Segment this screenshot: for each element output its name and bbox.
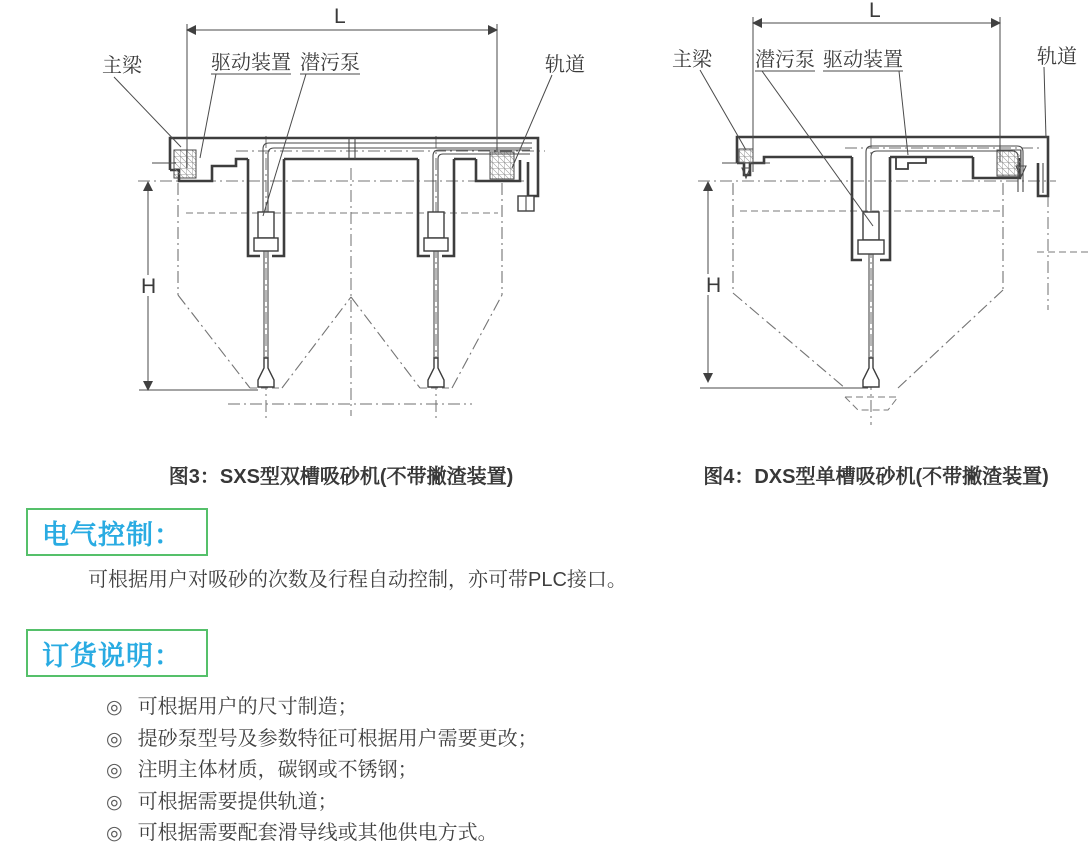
bullseye-bullet-icon: ◎ bbox=[106, 823, 123, 844]
order-instructions-heading-box bbox=[26, 629, 208, 677]
fig3-dim-H-label: H bbox=[141, 275, 157, 298]
fig4-label-rail: 轨道 bbox=[1037, 46, 1077, 68]
fig4-dim-L-label: L bbox=[869, 0, 881, 22]
figure3-drawing bbox=[102, 5, 585, 420]
fig3-nozzle-left bbox=[258, 358, 274, 387]
fig4-dim-H-label: H bbox=[706, 274, 722, 297]
list-item: ◎ 可根据需要配套滑导线或其他供电方式。 bbox=[106, 822, 498, 844]
list-item: ◎ 可根据用户的尺寸制造； bbox=[106, 696, 358, 718]
bullseye-bullet-icon: ◎ bbox=[106, 760, 123, 781]
fig4-labels bbox=[672, 45, 1077, 226]
fig3-nozzle-right bbox=[428, 358, 444, 387]
fig4-dimension-H bbox=[700, 182, 868, 388]
fig4-nozzle bbox=[863, 358, 879, 387]
list-item: ◎ 提砂泵型号及参数特征可根据用户需要更改； bbox=[106, 727, 538, 750]
bullseye-bullet-icon: ◎ bbox=[106, 791, 123, 813]
fig4-left-wheel bbox=[739, 149, 753, 163]
fig3-tank-outline bbox=[138, 181, 528, 404]
fig4-label-pump: 潜污泵 bbox=[755, 49, 815, 71]
order-instructions-list bbox=[106, 690, 538, 848]
fig3-label-rail: 轨道 bbox=[545, 54, 585, 76]
fig4-drive-bracket bbox=[896, 157, 926, 169]
bullseye-bullet-icon: ◎ bbox=[106, 728, 123, 750]
order-instructions-heading: 订货说明： bbox=[42, 640, 182, 671]
fig3-dim-L-label: L bbox=[334, 5, 346, 28]
fig3-label-drive: 驱动装置 bbox=[211, 52, 291, 74]
fig4-tank-outline bbox=[698, 180, 1090, 410]
fig4-label-main-beam: 主梁 bbox=[672, 49, 712, 71]
electric-control-heading: 电气控制： bbox=[42, 519, 182, 550]
figure3-caption: 图3：SXS型双槽吸砂机(不带撇渣装置) bbox=[168, 466, 514, 488]
fig3-gantry-beam bbox=[152, 138, 538, 211]
fig4-label-drive: 驱动装置 bbox=[823, 49, 903, 71]
electric-control-body: 可根据用户对吸砂的次数及行程自动控制，亦可带PLC接口。 bbox=[88, 569, 627, 591]
figure4-caption: 图4：DXS型单槽吸砂机(不带撇渣装置) bbox=[703, 466, 1049, 488]
bullseye-bullet-icon: ◎ bbox=[106, 697, 123, 718]
fig3-label-main-beam: 主梁 bbox=[102, 55, 142, 77]
figure4-drawing bbox=[672, 0, 1090, 425]
fig3-label-pump: 潜污泵 bbox=[300, 52, 360, 74]
fig3-labels bbox=[102, 51, 585, 216]
electric-control-heading-box bbox=[26, 508, 208, 556]
fig3-left-wheel bbox=[174, 150, 196, 178]
list-item: ◎ 可根据需要提供轨道； bbox=[106, 790, 338, 813]
list-item: ◎ 注明主体材质，碳钢或不锈钢； bbox=[106, 759, 418, 781]
fig3-right-wheel bbox=[490, 152, 514, 179]
